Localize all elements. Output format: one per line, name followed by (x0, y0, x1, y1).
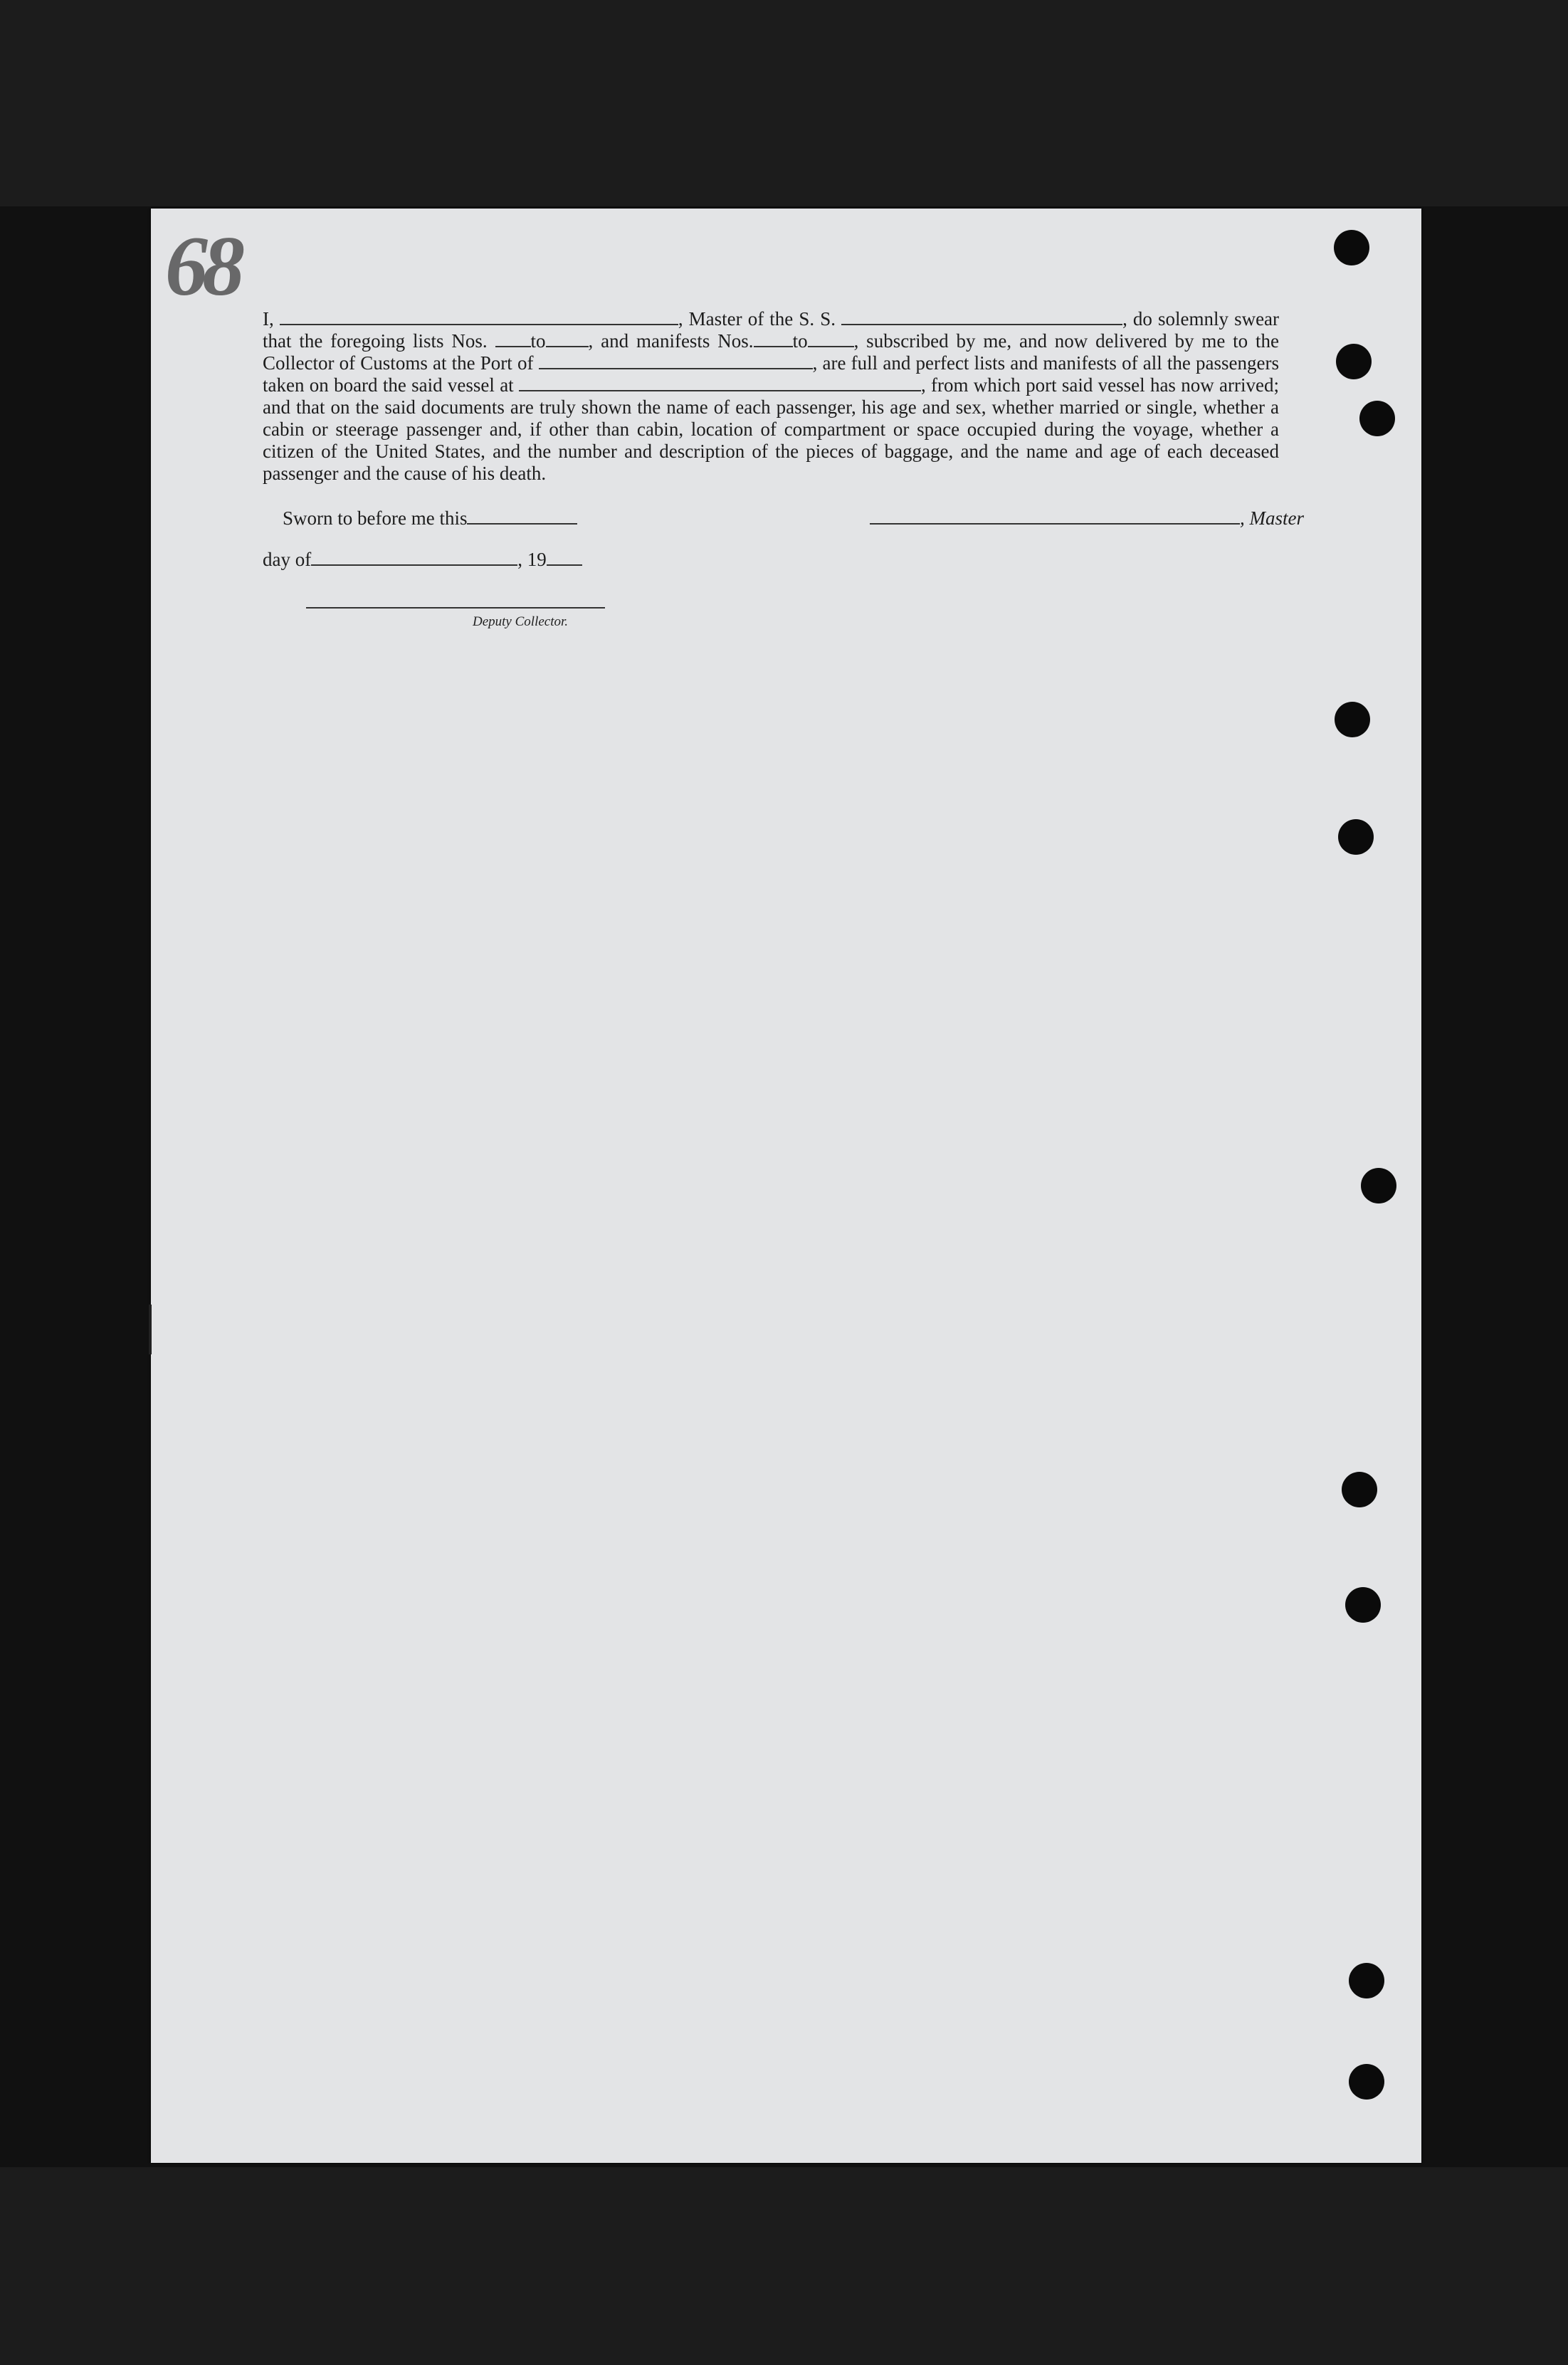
oath-paragraph (263, 308, 1279, 485)
oath-text: , Master of the S. S. (678, 308, 836, 330)
oath-text: to (792, 330, 808, 352)
year-blank[interactable] (547, 549, 582, 566)
sworn-line: Sworn to before me this (283, 507, 577, 530)
binder-hole (1359, 401, 1395, 436)
day-of-line: day of , 19 (263, 549, 582, 571)
document-page (151, 209, 1421, 2163)
manifests-from-blank[interactable] (754, 330, 793, 347)
lists-from-blank[interactable] (495, 330, 531, 347)
binder-hole (1334, 230, 1369, 265)
lists-to-blank[interactable] (546, 330, 589, 347)
binder-hole (1361, 1168, 1396, 1203)
oath-text: , from which port said vessel has now arrived; and that on the said documents are truly shown the name of each passenger, his age and sex, whether married or single, whether a cabin or steerage passenger and, if other than cabin, location of compartment or space occupied during the voyage, whether a citizen of the United States, and the number and description of the pieces of baggage, and the name and age of each deceased passenger and the cause of his death. (263, 374, 1279, 484)
oath-text: , subscribed by me, and now delivered by me to the Collector of Customs at the Port of (263, 330, 1279, 374)
oath-text: , and manifests Nos. (588, 330, 754, 352)
master-signature-line: , Master (870, 507, 1304, 530)
binder-hole (1345, 1587, 1381, 1623)
binder-hole (1338, 819, 1374, 855)
binder-hole (1342, 1472, 1377, 1507)
port-blank[interactable] (539, 352, 813, 369)
scan-border-bottom (0, 2167, 1568, 2365)
binder-hole (1336, 344, 1372, 379)
scan-border-top (0, 0, 1568, 206)
oath-text: , are full and perfect lists and manifests of all the passengers taken on board the said vessel at (263, 352, 1279, 396)
master-signature-blank[interactable] (870, 507, 1240, 525)
deputy-collector-label: Deputy Collector. (473, 614, 569, 629)
oath-text: , do solemnly swear that the foregoing lists Nos. (263, 308, 1280, 352)
page-edge-mark (149, 1305, 152, 1354)
master-name-blank[interactable] (280, 308, 678, 325)
binder-hole (1335, 702, 1370, 737)
oath-text: I, (263, 308, 274, 330)
deputy-collector-signature-blank[interactable] (306, 607, 605, 609)
departure-port-blank[interactable] (519, 374, 921, 391)
oath-text: to (530, 330, 546, 352)
sworn-day-blank[interactable] (467, 507, 577, 525)
binder-hole (1349, 2064, 1384, 2100)
page-number-stamp: 68 (165, 218, 239, 313)
binder-hole (1349, 1963, 1384, 1998)
ship-name-blank[interactable] (841, 308, 1122, 325)
month-blank[interactable] (311, 549, 517, 566)
manifests-to-blank[interactable] (808, 330, 854, 347)
